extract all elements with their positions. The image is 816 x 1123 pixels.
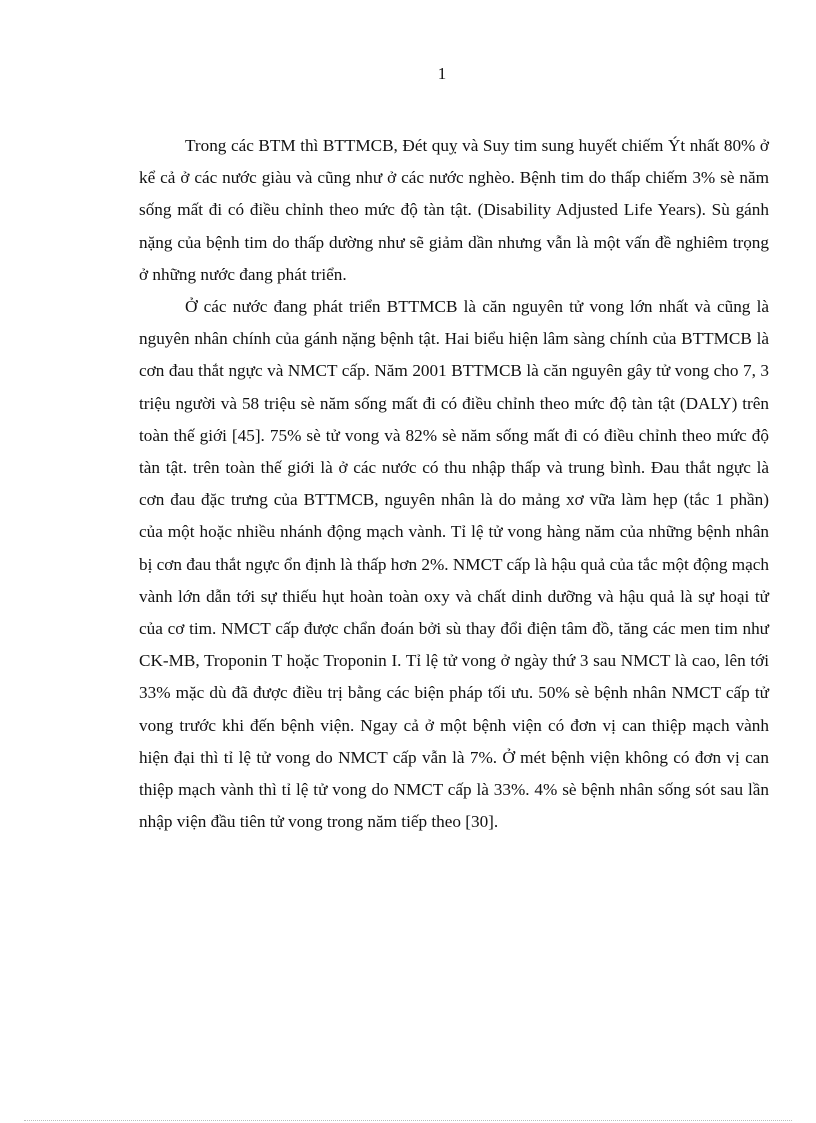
page-number: 1 [437,64,447,83]
document-body [139,130,769,838]
paragraph-1: Trong các BTM thì BTTMCB, Đét quỵ và Suy tim sung huyết chiếm Ýt nhất 80% ở kể cả ở các nước giàu và cũng như ở các nước nghèo. Bệnh tim do thấp chiếm 3% sè năm sống mất đi có điều chỉnh theo mức độ tàn tật. (Disability Adjusted Life Years). Sù gánh nặng của bệnh tim do thấp dường như sẽ giảm dần nhưng vẫn là một vấn đề nghiêm trọng ở những nước đang phát triển. [139,136,769,284]
paragraph-2: Ở các nước đang phát triển BTTMCB là căn nguyên tử vong lớn nhất và cũng là nguyên nhân chính của gánh nặng bệnh tật. Hai biểu hiện lâm sàng chính của BTTMCB là cơn đau thắt ngực và NMCT cấp. Năm 2001 BTTMCB là căn nguyên gây tử vong cho 7, 3 triệu người và 58 triệu sè năm sống mất đi có điều chỉnh theo mức độ tàn tật (DALY) trên toàn thế giới [45]. 75% sè tử vong và 82% sè năm sống mất đi có điều chỉnh theo mức độ tàn tật. trên toàn thế giới là ở các nước có thu nhập thấp và trung bình. Đau thắt ngực là cơn đau đặc trưng của BTTMCB, nguyên nhân là do mảng xơ vữa làm hẹp (tắc 1 phần) của một hoặc nhiều nhánh động mạch vành. Tỉ lệ tử vong hàng năm của những bệnh nhân bị cơn đau thắt ngực ổn định là thấp hơn 2%. NMCT cấp là hậu quả của tắc một động mạch vành lớn dẫn tới sự thiếu hụt hoàn toàn oxy và chất dinh dưỡng và hậu quả là sự hoại tử của cơ tim. NMCT cấp được chẩn đoán bởi sù thay đổi điện tâm đồ, tăng các men tim như CK-MB, Troponin T hoặc Troponin I. Tỉ lệ tử vong ở ngày thứ 3 sau NMCT là cao, lên tới 33% mặc dù đã được điều trị bằng các biện pháp tối ưu. 50% sè bệnh nhân NMCT cấp tử vong trước khi đến bệnh viện. Ngay cả ở một bệnh viện có đơn vị can thiệp mạch vành hiện đại thì tỉ lệ tử vong do NMCT cấp vẫn là 7%. Ở mét bệnh viện không có đơn vị can thiệp mạch vành thì tỉ lệ tử vong do NMCT cấp là 33%. 4% sè bệnh nhân sống sót sau lần nhập viện đầu tiên tử vong trong năm tiếp theo [30]. [139,297,770,832]
page-bottom-dotted-rule [24,1120,792,1121]
